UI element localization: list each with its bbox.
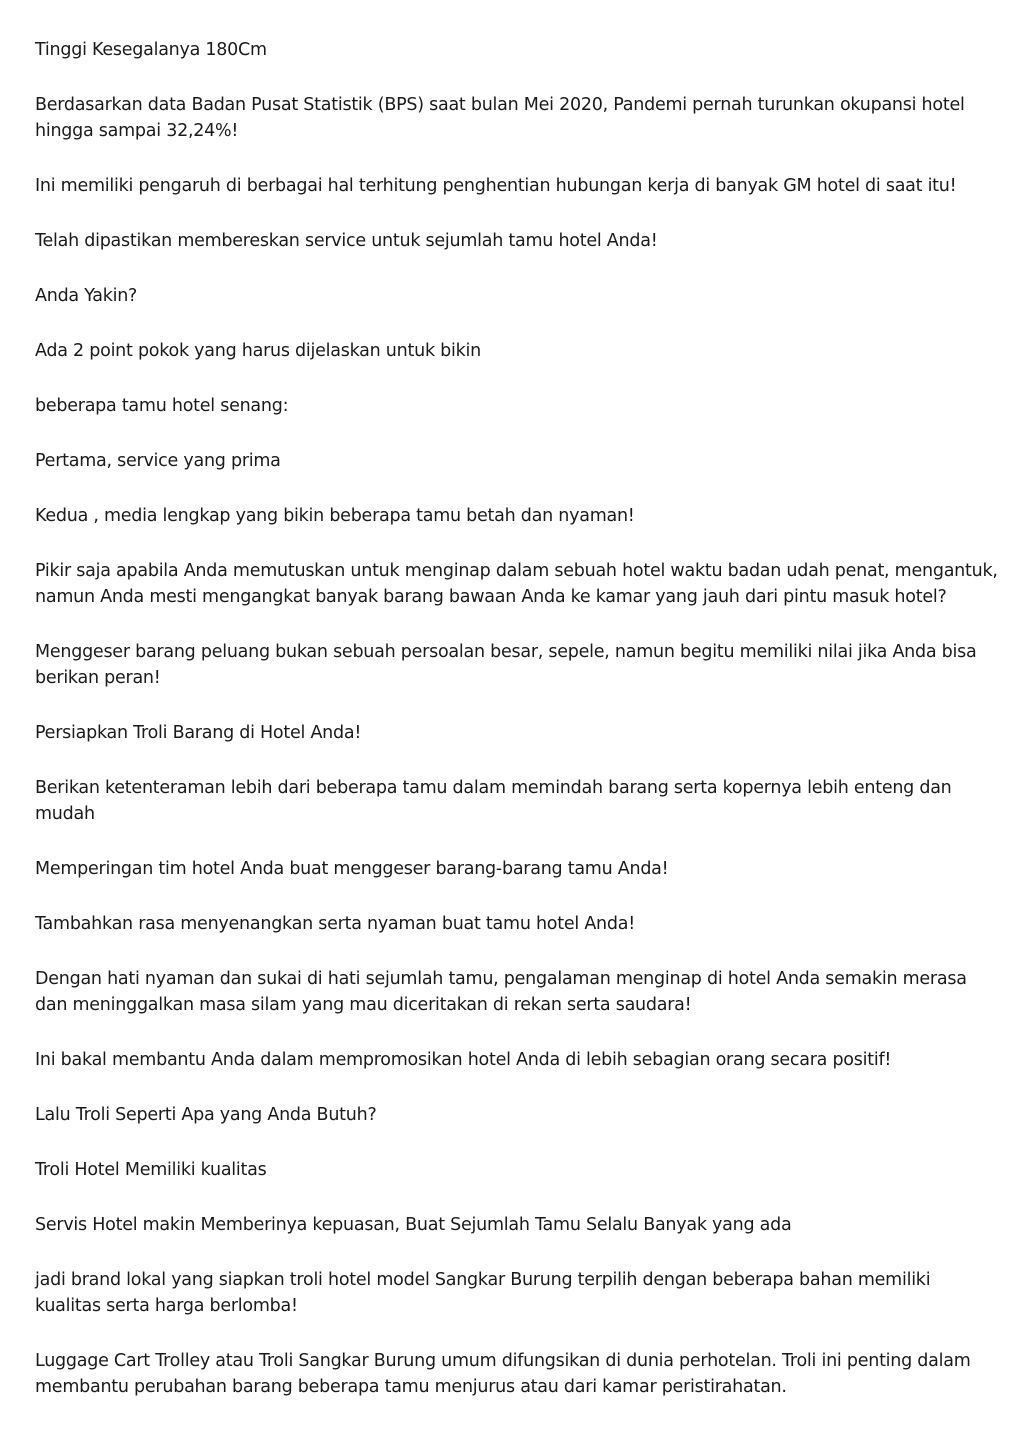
paragraph: Memperingan tim hotel Anda buat menggeser barang-barang tamu Anda! <box>35 859 669 879</box>
paragraph: Berdasarkan data Badan Pusat Statistik (BPS) saat bulan Mei 2020, Pandemi pernah turunkan okupansi hotel hingga sampai 32,24%! <box>35 95 965 141</box>
paragraph: Ini memiliki pengaruh di berbagai hal terhitung penghentian hubungan kerja di banyak GM hotel di saat itu! <box>35 176 957 196</box>
paragraph: Anda Yakin? <box>35 286 138 306</box>
paragraph: Ada 2 point pokok yang harus dijelaskan untuk bikin <box>35 341 481 361</box>
paragraph-title: Tinggi Kesegalanya 180Cm <box>35 40 267 60</box>
paragraph: Ini bakal membantu Anda dalam mempromosikan hotel Anda di lebih sebagian orang secara positif! <box>35 1050 892 1070</box>
paragraph: Persiapkan Troli Barang di Hotel Anda! <box>35 723 362 743</box>
paragraph: Troli Hotel Memiliki kualitas <box>35 1160 267 1180</box>
paragraph: Dengan hati nyaman dan sukai di hati sejumlah tamu, pengalaman menginap di hotel Anda semakin merasa dan meninggalkan masa silam yang mau diceritakan di rekan serta saudara! <box>35 969 967 1015</box>
paragraph: Berikan ketenteraman lebih dari beberapa tamu dalam memindah barang serta kopernya lebih enteng dan mudah <box>35 778 952 824</box>
paragraph: Luggage Cart Trolley atau Troli Sangkar Burung umum difungsikan di dunia perhotelan. Troli ini penting dalam membantu perubahan barang beberapa tamu menjurus atau dari kamar peristirahatan. <box>35 1351 971 1397</box>
paragraph: Servis Hotel makin Memberinya kepuasan, Buat Sejumlah Tamu Selalu Banyak yang ada <box>35 1215 792 1235</box>
paragraph: jadi brand lokal yang siapkan troli hotel model Sangkar Burung terpilih dengan beberapa bahan memiliki kualitas serta harga berlomba! <box>35 1270 931 1316</box>
paragraph: Tambahkan rasa menyenangkan serta nyaman buat tamu hotel Anda! <box>35 914 635 934</box>
paragraph: Telah dipastikan membereskan service untuk sejumlah tamu hotel Anda! <box>35 231 658 251</box>
paragraph: Menggeser barang peluang bukan sebuah persoalan besar, sepele, namun begitu memiliki nilai jika Anda bisa berikan peran! <box>35 642 977 688</box>
paragraph: Pertama, service yang prima <box>35 451 281 471</box>
paragraph: Lalu Troli Seperti Apa yang Anda Butuh? <box>35 1105 377 1125</box>
paragraph: beberapa tamu hotel senang: <box>35 396 289 416</box>
paragraph: Kedua , media lengkap yang bikin beberapa tamu betah dan nyaman! <box>35 506 635 526</box>
document-page <box>35 37 1000 1429</box>
paragraph: Pikir saja apabila Anda memutuskan untuk menginap dalam sebuah hotel waktu badan udah penat, mengantuk, namun Anda mesti mengangkat banyak barang bawaan Anda ke kamar yang jauh dari pintu masuk hotel? <box>35 561 998 607</box>
